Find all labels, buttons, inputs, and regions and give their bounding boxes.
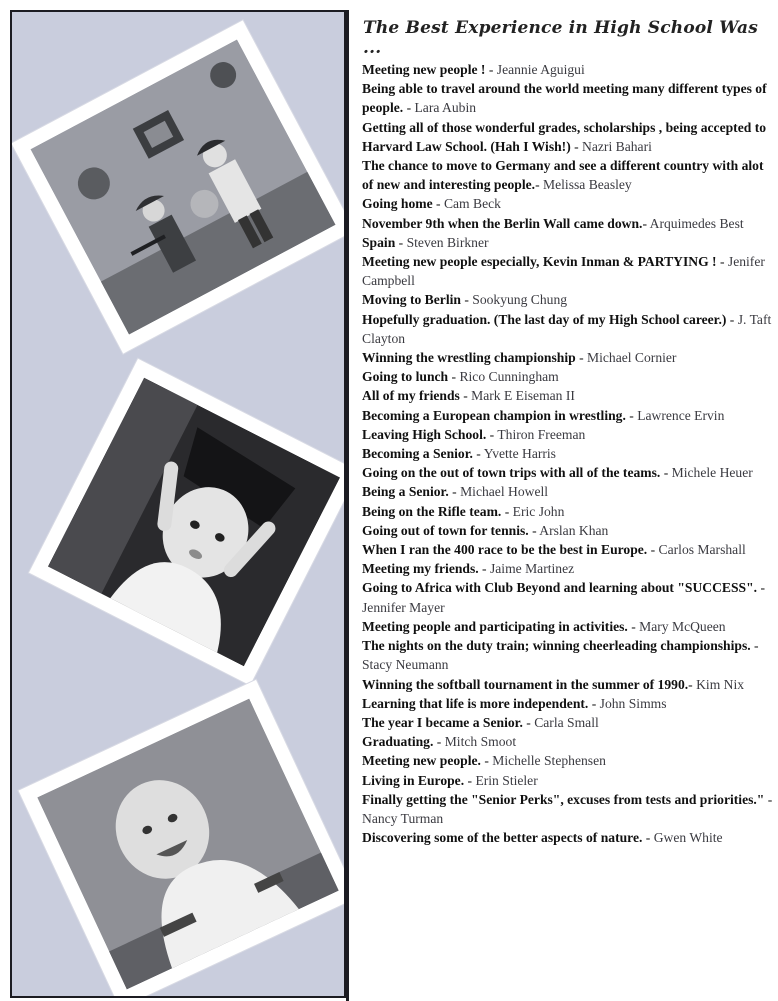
list-item	[362, 559, 774, 578]
experience-text: Meeting new people especially, Kevin Inman & PARTYING !	[362, 254, 717, 270]
experience-text: Meeting my friends.	[362, 561, 479, 577]
experience-text: The year I became a Senior.	[362, 714, 523, 730]
experience-text: Going to lunch	[362, 369, 449, 385]
separator: -	[501, 503, 513, 519]
separator: -	[464, 772, 476, 788]
list-item	[362, 386, 774, 405]
experience-text: Leaving High School.	[362, 426, 487, 442]
student-name: Jaime Martinez	[489, 561, 575, 577]
separator: -	[472, 446, 484, 462]
separator: -	[403, 100, 415, 116]
experience-text: Winning the wrestling championship	[362, 350, 576, 366]
separator: -	[395, 234, 407, 250]
photo-panel	[10, 10, 346, 998]
list-item	[362, 713, 774, 732]
experience-text: November 9th when the Berlin Wall came down.	[362, 215, 643, 231]
list-item	[362, 694, 774, 713]
separator: -	[522, 714, 535, 730]
list-item	[362, 444, 774, 463]
list-item	[362, 751, 774, 770]
experience-text: Being a Senior.	[362, 484, 449, 500]
separator: -	[625, 407, 638, 423]
experience-text: The chance to move to Germany and see a different country with alot of new and interesting people.	[362, 158, 764, 193]
list-item	[362, 771, 774, 790]
list-item	[362, 214, 774, 233]
separator: -	[660, 465, 672, 481]
experience-text: Going out of town for tennis.	[362, 522, 529, 538]
separator: -	[757, 580, 765, 596]
experience-text: Getting all of those wonderful grades, scholarships , being accepted to Harvard Law School. (Hah I Wish!)	[362, 119, 767, 154]
list-item	[362, 406, 774, 425]
entries-list	[362, 60, 774, 847]
experience-text: When I ran the 400 race to be the best in Europe.	[362, 542, 648, 558]
student-name: Michele Heuer	[671, 465, 753, 481]
list-item	[362, 482, 774, 501]
list-item	[362, 790, 774, 828]
separator: -	[716, 254, 728, 270]
list-item	[362, 540, 774, 559]
student-name: Jenifer Campbell	[362, 254, 765, 289]
separator: -	[486, 426, 498, 442]
quotes-panel	[349, 10, 778, 1001]
list-item	[362, 636, 774, 674]
student-name: Nancy Turman	[362, 810, 444, 826]
experience-text: Going home	[362, 196, 433, 212]
experience-text: Being on the Rifle team.	[362, 503, 502, 519]
student-name: Lawrence Ervin	[637, 407, 725, 423]
experience-text: The nights on the duty train; winning cheerleading championships.	[362, 638, 751, 654]
separator: -	[570, 138, 583, 154]
student-name: Mary McQueen	[639, 618, 726, 634]
student-name: Rico Cunningham	[459, 369, 559, 385]
list-item	[362, 521, 774, 540]
student-name: Yvette Harris	[483, 446, 556, 462]
separator: -	[535, 177, 544, 193]
student-name: Jennifer Mayer	[362, 599, 445, 615]
separator: -	[750, 638, 759, 654]
separator: -	[460, 292, 473, 308]
experience-text: Graduating.	[362, 734, 434, 750]
separator: -	[575, 350, 587, 366]
separator: -	[642, 215, 650, 231]
list-item	[362, 425, 774, 444]
list-item	[362, 578, 774, 616]
experience-text: Moving to Berlin	[362, 292, 461, 308]
separator: -	[627, 618, 640, 634]
separator: -	[642, 830, 654, 846]
student-name: J. Taft Clayton	[362, 311, 772, 346]
student-name: Erin Stieler	[475, 772, 538, 788]
student-name: Carla Small	[534, 714, 599, 730]
experience-text: Going to Africa with Club Beyond and learning about "SUCCESS".	[362, 580, 758, 596]
student-name: Mark E Eiseman II	[471, 388, 575, 404]
separator: -	[688, 676, 697, 692]
list-item	[362, 290, 774, 309]
list-item	[362, 194, 774, 213]
experience-text: Going on the out of town trips with all of the teams.	[362, 465, 661, 481]
experience-text: All of my friends	[362, 388, 460, 404]
student-name: Cam Beck	[443, 196, 501, 212]
student-name: Gwen White	[653, 830, 723, 846]
list-item	[362, 156, 774, 194]
student-name: Arquimedes Best	[649, 215, 744, 231]
student-name: Mitch Smoot	[444, 734, 517, 750]
separator: -	[448, 484, 461, 500]
separator: -	[480, 753, 493, 769]
separator: -	[726, 311, 738, 327]
kids-costume-photo-icon	[30, 39, 335, 334]
separator: -	[764, 791, 773, 807]
separator: -	[485, 62, 497, 77]
experience-text: Learning that life is more independent.	[362, 695, 589, 711]
photo-frame-toddler	[29, 359, 346, 685]
separator: -	[528, 522, 540, 538]
separator: -	[432, 196, 444, 212]
list-item	[362, 675, 774, 694]
list-item	[362, 310, 774, 348]
list-item	[362, 828, 774, 847]
experience-text: Meeting new people !	[362, 62, 486, 77]
student-name: Stacy Neumann	[362, 657, 449, 673]
experience-text: Becoming a European champion in wrestling.	[362, 407, 626, 423]
separator: -	[478, 561, 490, 577]
photo-frame-kids	[11, 20, 346, 353]
list-item	[362, 463, 774, 482]
student-name: Thiron Freeman	[497, 426, 586, 442]
list-item	[362, 348, 774, 367]
student-name: Lara Aubin	[414, 100, 477, 116]
student-name: Melissa Beasley	[543, 177, 632, 193]
list-item	[362, 732, 774, 751]
baby-smiling-photo-icon	[37, 698, 339, 989]
experience-text: Spain	[362, 234, 396, 250]
list-item	[362, 233, 774, 252]
separator: -	[459, 388, 472, 404]
student-name: John Simms	[599, 695, 667, 711]
experience-text: Discovering some of the better aspects of nature.	[362, 830, 643, 846]
list-item	[362, 118, 774, 156]
student-name: Kim Nix	[696, 676, 745, 692]
student-name: Eric John	[512, 503, 565, 519]
experience-text: Becoming a Senior.	[362, 446, 473, 462]
experience-text: Winning the softball tournament in the summer of 1990.	[362, 676, 689, 692]
experience-text: Living in Europe.	[362, 772, 465, 788]
student-name: Michelle Stephensen	[492, 753, 606, 769]
experience-text: Being able to travel around the world meeting many different types of people.	[362, 81, 767, 116]
experience-text: Meeting new people.	[362, 753, 481, 769]
student-name: Arslan Khan	[539, 522, 609, 538]
list-item	[362, 60, 774, 79]
student-name: Sookyung Chung	[472, 292, 568, 308]
list-item	[362, 617, 774, 636]
separator: -	[647, 542, 659, 558]
student-name: Michael Howell	[460, 484, 549, 500]
experience-text: Finally getting the "Senior Perks", excuses from tests and priorities."	[362, 791, 765, 807]
page-title: The Best Experience in High School Was ...	[363, 18, 759, 58]
toddler-hat-photo-icon	[48, 378, 340, 667]
student-name: Jeannie Aguigui	[496, 62, 585, 77]
separator: -	[588, 695, 600, 711]
experience-text: Meeting people and participating in activities.	[362, 618, 628, 634]
student-name: Steven Birkner	[406, 234, 489, 250]
separator: -	[448, 369, 460, 385]
student-name: Nazri Bahari	[582, 138, 652, 154]
experience-text: Hopefully graduation. (The last day of my High School career.)	[362, 311, 727, 327]
photo-frame-baby	[19, 680, 346, 998]
list-item	[362, 79, 774, 117]
list-item	[362, 502, 774, 521]
list-item	[362, 252, 774, 290]
student-name: Carlos Marshall	[658, 542, 746, 558]
student-name: Michael Cornier	[587, 350, 677, 366]
separator: -	[433, 734, 445, 750]
list-item	[362, 367, 774, 386]
